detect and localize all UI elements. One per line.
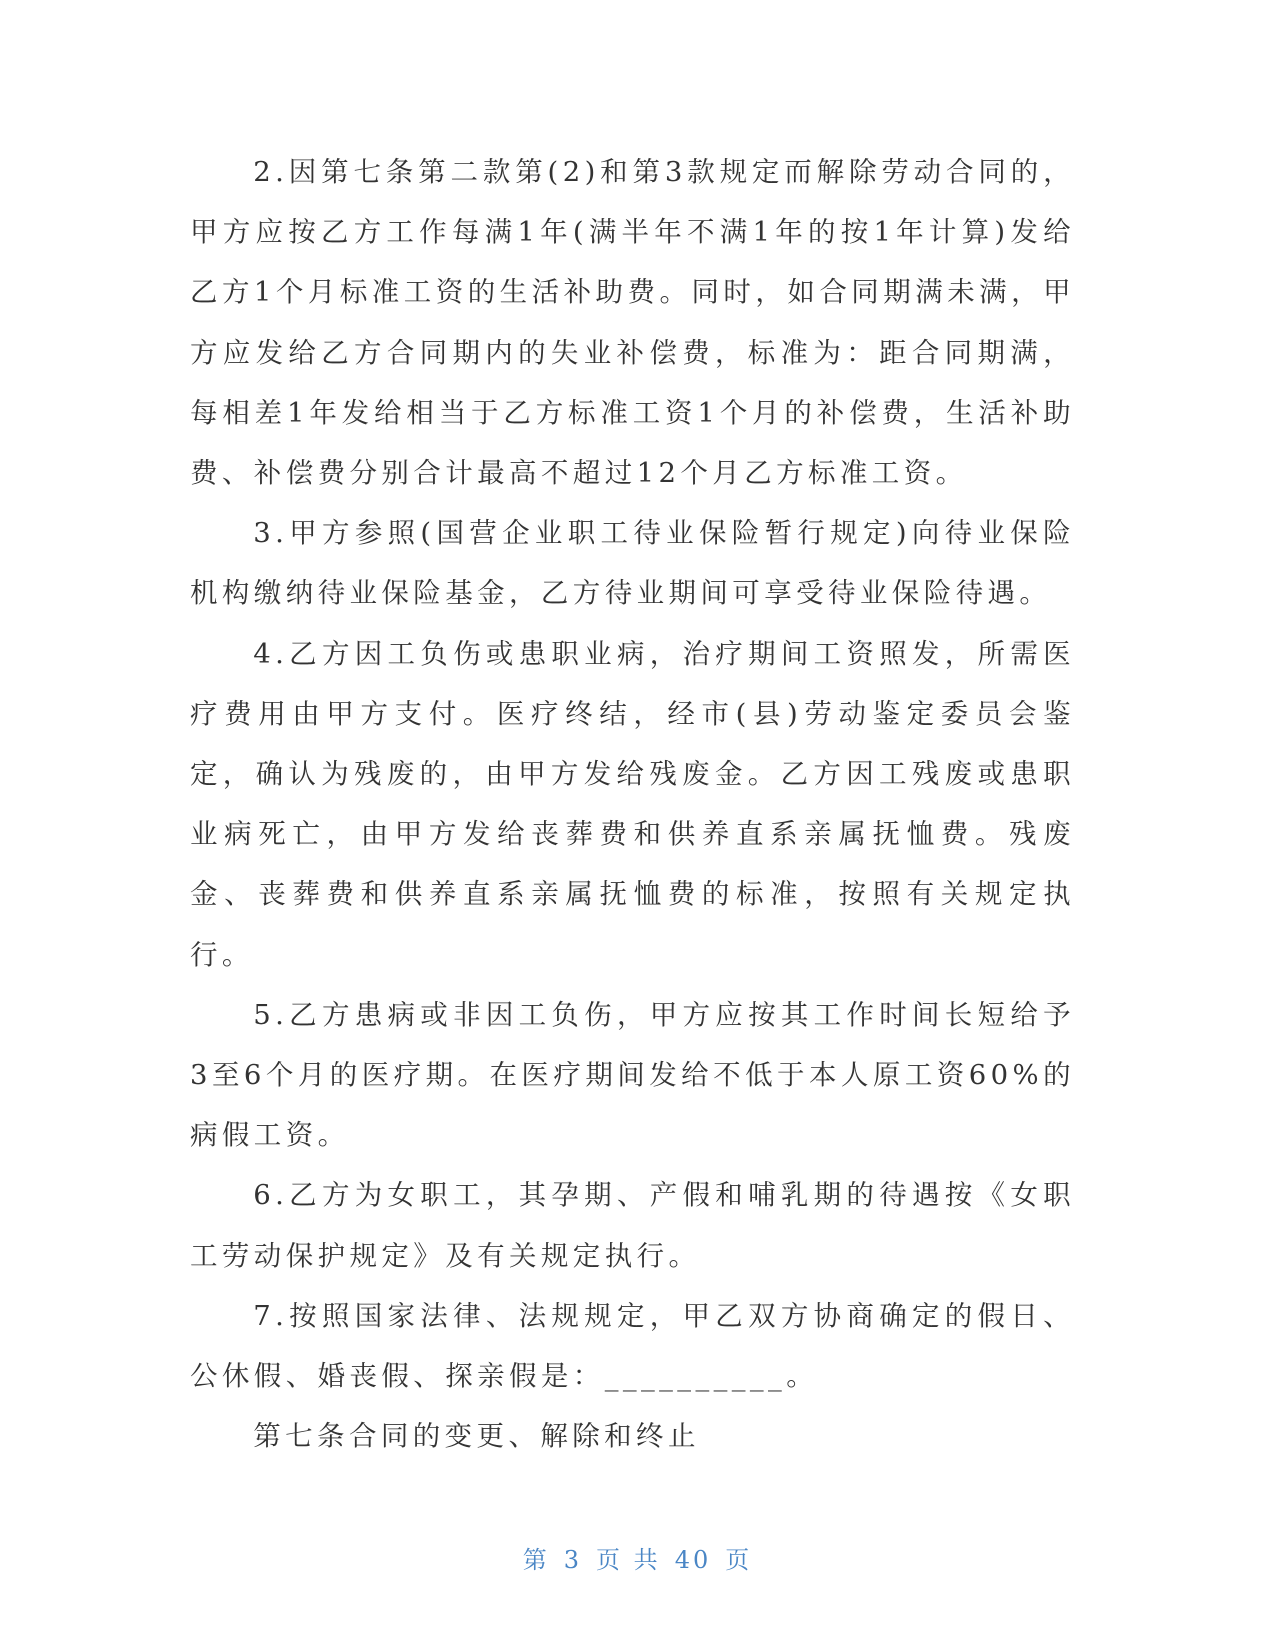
footer-middle: 页 共 bbox=[596, 1546, 661, 1574]
paragraph-clause-6: 6.乙方为女职工，其孕期、产假和哺乳期的待遇按《女职工劳动保护规定》及有关规定执行。 bbox=[190, 1179, 1075, 1272]
footer-total-pages: 40 bbox=[674, 1546, 712, 1574]
paragraph-clause-7: 7.按照国家法律、法规规定，甲乙双方协商确定的假日、公休假、婚丧假、探亲假是：__________。 bbox=[190, 1299, 1075, 1393]
paragraph-clause-5: 5.乙方患病或非因工负伤，甲方应按其工作时间长短给予3至6个月的医疗期。在医疗期间发给不低于本人原工资60%的病假工资。 bbox=[190, 998, 1075, 1152]
footer-suffix: 页 bbox=[725, 1546, 753, 1574]
page-number-footer bbox=[0, 1540, 1275, 1575]
footer-prefix: 第 bbox=[522, 1546, 550, 1574]
paragraph-clause-4: 4.乙方因工负伤或患职业病，治疗期间工资照发，所需医疗费用由甲方支付。医疗终结，经市(县)劳动鉴定委员会鉴定，确认为残废的，由甲方发给残废金。乙方因工残废或患职业病死亡，由甲方发给丧葬费和供养直系亲属抚恤费。残废金、丧葬费和供养直系亲属抚恤费的标准，按照有关规定执行。 bbox=[190, 637, 1075, 971]
footer-page-number: 3 bbox=[563, 1546, 583, 1574]
paragraph-clause-2: 2.因第七条第二款第(2)和第3款规定而解除劳动合同的，甲方应按乙方工作每满1年(满半年不满1年的按1年计算)发给乙方1个月标准工资的生活补助费。同时，如合同期满未满，甲方应发给乙方合同期内的失业补偿费，标准为：距合同期满，每相差1年发给相当于乙方标准工资1个月的补偿费，生活补助费、补偿费分别合计最高不超过12个月乙方标准工资。 bbox=[190, 156, 1075, 490]
section-heading: 第七条合同的变更、解除和终止 bbox=[253, 1420, 700, 1453]
paragraph-clause-3: 3.甲方参照(国营企业职工待业保险暂行规定)向待业保险机构缴纳待业保险基金，乙方待业期间可享受待业保险待遇。 bbox=[190, 517, 1075, 610]
document-body bbox=[190, 142, 1075, 1466]
